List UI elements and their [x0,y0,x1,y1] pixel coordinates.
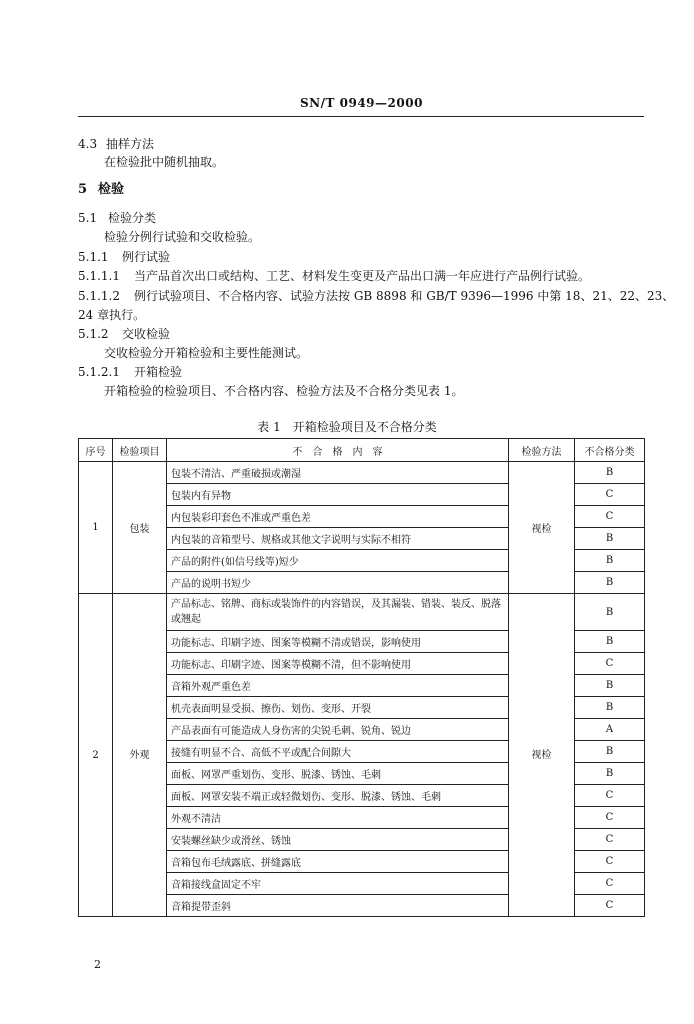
class-cell: B [575,528,645,550]
content-cell: 机壳表面明显受损、擦伤、划伤、变形、开裂 [167,697,509,719]
class-cell: C [575,484,645,506]
section-number: 5.1.1.2 [78,289,120,303]
section-number: 5.1 [78,211,98,225]
paragraph: 在检验批中随机抽取。 [104,155,225,169]
section-4-3 [78,136,154,152]
section-title: 检验 [98,182,125,197]
content-cell: 包装不清洁、严重破损或潮湿 [167,462,509,484]
class-cell: C [575,873,645,895]
section-title: 交收检验 [122,327,171,341]
content-cell: 功能标志、印刷字迹、图案等模糊不清，但不影响使用 [167,653,509,675]
class-cell: B [575,675,645,697]
class-cell: C [575,653,645,675]
content-cell: 产品表面有可能造成人身伤害的尖锐毛刺、锐角、锐边 [167,719,509,741]
class-cell: C [575,895,645,917]
table-row [79,462,645,484]
content-cell: 音箱接线盒固定不牢 [167,873,509,895]
header-rule [78,116,644,117]
section-title: 检验分类 [108,211,157,225]
seq-cell: 2 [79,594,113,917]
content-cell: 接缝有明显不合、高低不平或配合间隙大 [167,741,509,763]
class-cell: C [575,851,645,873]
section-title: 例行试验项目、不合格内容、试验方法按 GB 8898 和 GB/T 9396—1996 中第 18、21、22、23、 [134,289,675,303]
content-cell: 产品标志、铭牌、商标或装饰件的内容错误，及其漏装、错装、装反、脱落或翘起 [167,594,509,631]
section-5-1-1-1 [78,268,590,284]
content-cell: 内包装的音箱型号、规格或其他文字说明与实际不相符 [167,528,509,550]
class-cell: B [575,550,645,572]
class-cell: C [575,807,645,829]
page-number: 2 [94,958,101,971]
section-5-1-2 [78,326,170,342]
column-header: 序号 [79,439,113,462]
section-title: 例行试验 [122,250,171,264]
content-cell: 包装内有异物 [167,484,509,506]
class-cell: B [575,763,645,785]
section-title: 抽样方法 [106,137,155,151]
section-number: 5.1.1 [78,250,109,264]
column-header: 检验方法 [509,439,575,462]
section-title: 开箱检验 [134,365,183,379]
content-cell: 音箱外观严重色差 [167,675,509,697]
content-cell: 音箱提带歪斜 [167,895,509,917]
section-number: 5.1.1.1 [78,269,120,283]
standard-number: SN/T 0949—2000 [300,96,423,110]
column-header: 不合格分类 [575,439,645,462]
class-cell: B [575,462,645,484]
section-5 [78,182,124,198]
section-5-1-1-2 [78,288,674,304]
paragraph: 开箱检验的检验项目、不合格内容、检验方法及不合格分类见表 1。 [104,384,464,398]
section-5-1 [78,210,156,226]
paragraph-continuation: 24 章执行。 [78,308,146,322]
section-number: 5.1.2.1 [78,365,120,379]
paragraph: 交收检验分开箱检验和主要性能测试。 [104,346,309,360]
item-cell: 包装 [113,462,167,594]
class-cell: B [575,697,645,719]
table-row [79,594,645,631]
content-cell: 面板、网罩严重划伤、变形、脱漆、锈蚀、毛刺 [167,763,509,785]
class-cell: B [575,572,645,594]
content-cell: 音箱包布毛绒露底、拼缝露底 [167,851,509,873]
content-cell: 产品的说明书短少 [167,572,509,594]
content-cell: 产品的附件(如信号线等)短少 [167,550,509,572]
method-cell: 视检 [509,594,575,917]
class-cell: B [575,594,645,631]
inspection-table [78,438,645,917]
section-number: 5.1.2 [78,327,109,341]
class-cell: C [575,785,645,807]
column-header: 不 合 格 内 容 [167,439,509,462]
table-header-row [79,439,645,462]
section-5-1-1 [78,249,170,265]
seq-cell: 1 [79,462,113,594]
content-cell: 安装螺丝缺少或滑丝、锈蚀 [167,829,509,851]
content-cell: 面板、网罩安装不端正或轻微划伤、变形、脱漆、锈蚀、毛刺 [167,785,509,807]
section-title: 当产品首次出口或结构、工艺、材料发生变更及产品出口满一年应进行产品例行试验。 [134,269,591,283]
table-caption: 表 1 开箱检验项目及不合格分类 [257,420,437,434]
content-cell: 外观不清洁 [167,807,509,829]
item-cell: 外观 [113,594,167,917]
class-cell: B [575,741,645,763]
content-cell: 内包装彩印套色不准或严重色差 [167,506,509,528]
column-header: 检验项目 [113,439,167,462]
class-cell: C [575,829,645,851]
class-cell: C [575,506,645,528]
class-cell: A [575,719,645,741]
content-cell: 功能标志、印刷字迹、图案等模糊不清或错误，影响使用 [167,631,509,653]
section-number: 4.3 [78,137,98,151]
section-number: 5 [78,182,88,197]
section-5-1-2-1 [78,364,182,380]
paragraph: 检验分例行试验和交收检验。 [104,230,261,244]
method-cell: 视检 [509,462,575,594]
class-cell: B [575,631,645,653]
